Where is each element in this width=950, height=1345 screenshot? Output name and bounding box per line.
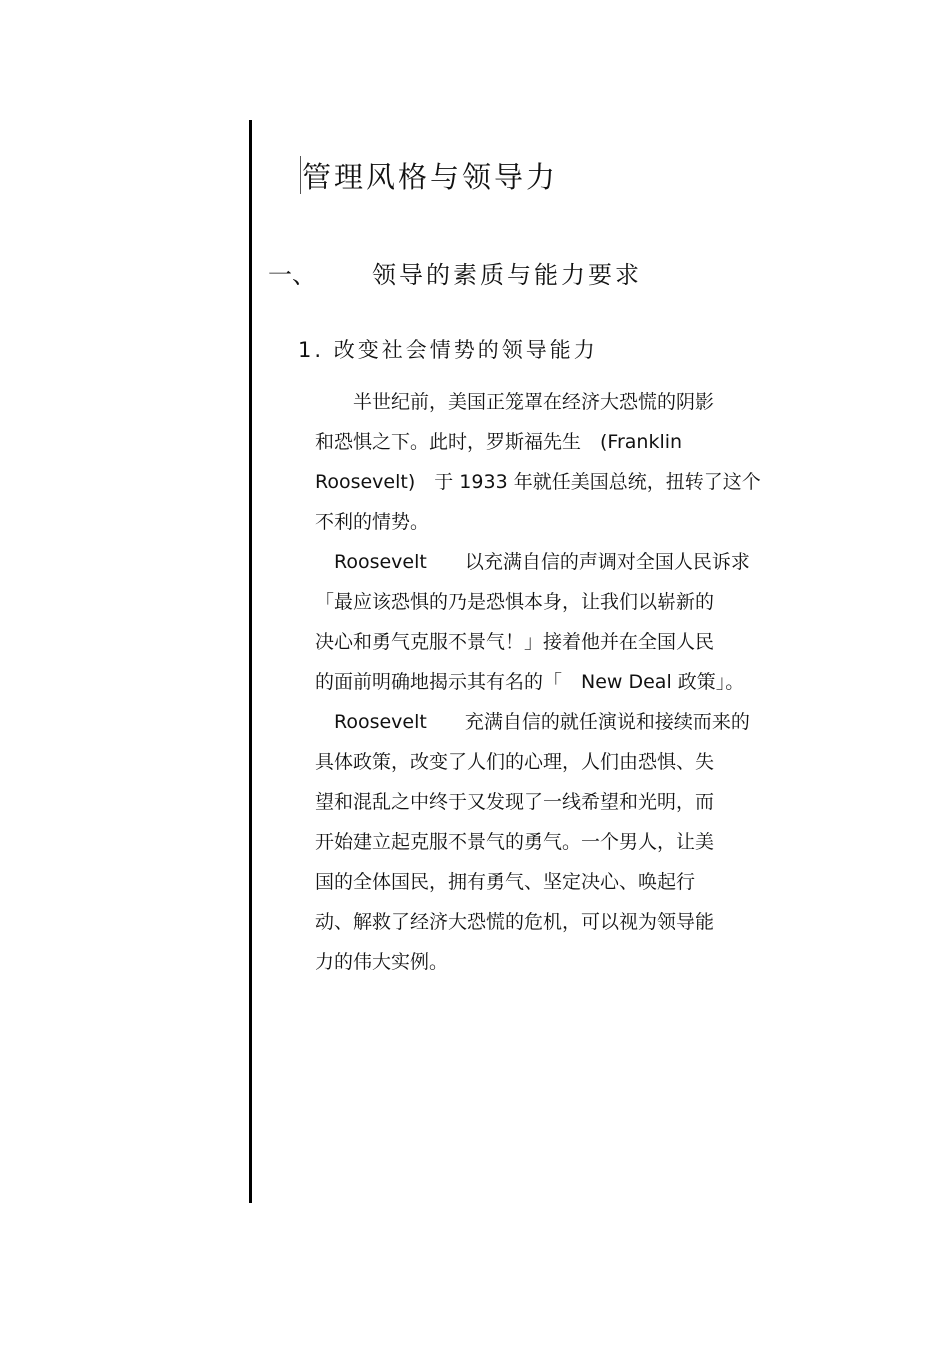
paragraph-2	[315, 542, 785, 702]
text-cursor-mark	[300, 156, 301, 194]
paragraph-line: Roosevelt 充满自信的就任演说和接续而来的	[315, 711, 750, 733]
paragraph-line: 和恐惧之下。此时，罗斯福先生 (Franklin	[315, 431, 683, 453]
paragraph-line: 决心和勇气克服不景气！」接着他并在全国人民	[315, 631, 715, 653]
left-margin-rule	[249, 120, 252, 1203]
document-title: 管理风格与领导力	[302, 160, 559, 194]
paragraph-line: 的面前明确地揭示其有名的「 New Deal 政策」。	[315, 671, 745, 693]
paragraph-line: 望和混乱之中终于又发现了一线希望和光明，而	[315, 791, 715, 813]
paragraph-line: 力的伟大实例。	[315, 951, 449, 973]
paragraph-line: 具体政策，改变了人们的心理，人们由恐惧、失	[315, 751, 715, 773]
section-heading	[268, 255, 642, 295]
section-title: 领导的素质与能力要求	[372, 261, 642, 289]
paragraph-line: 「最应该恐惧的乃是恐惧本身，让我们以崭新的	[315, 591, 715, 613]
subsection-heading: 1. 改变社会情势的领导能力	[298, 338, 598, 362]
paragraph-line: 国的全体国民，拥有勇气、坚定决心、唤起行	[315, 871, 696, 893]
paragraph-line: Roosevelt) 于 1933 年就任美国总统，扭转了这个	[315, 471, 761, 493]
paragraph-line: Roosevelt 以充满自信的声调对全国人民诉求	[315, 551, 750, 573]
paragraph-line: 不利的情势。	[315, 511, 430, 533]
paragraph-3	[315, 702, 785, 982]
paragraph-line: 开始建立起克服不景气的勇气。一个男人，让美	[315, 831, 715, 853]
section-number: 一、	[268, 261, 316, 289]
paragraph-line: 动、解救了经济大恐慌的危机，可以视为领导能	[315, 911, 715, 933]
paragraph-1	[315, 382, 785, 542]
paragraph-line: 半世纪前，美国正笼罩在经济大恐慌的阴影	[315, 391, 715, 413]
